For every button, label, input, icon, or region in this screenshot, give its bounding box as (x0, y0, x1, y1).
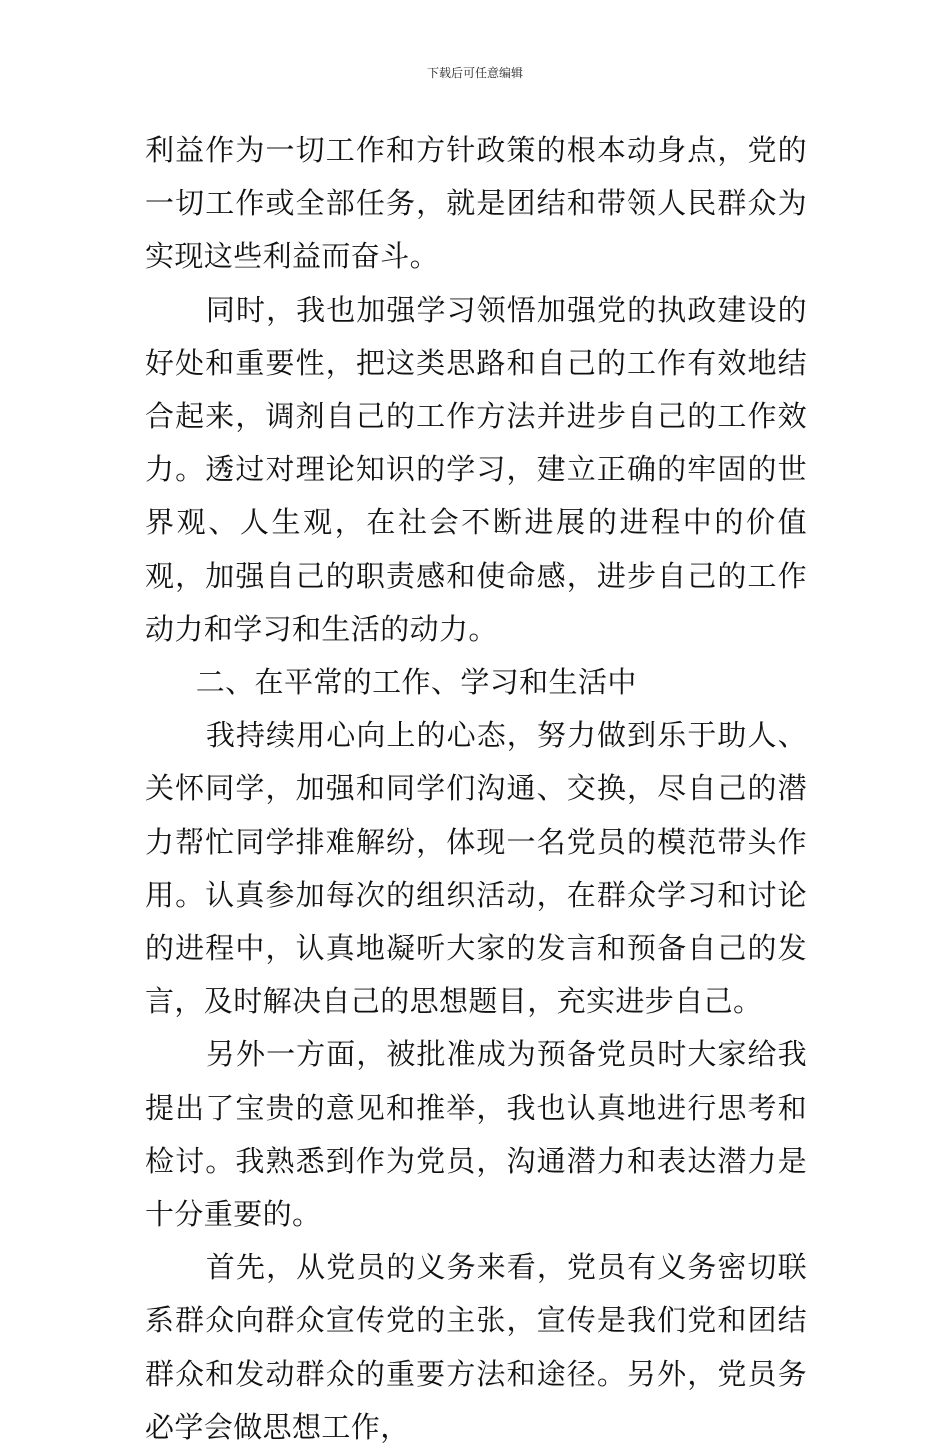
paragraph-continuation: 利益作为一切工作和方针政策的根本动身点，党的一切工作或全部任务，就是团结和带领人民群众为实现这些利益而奋斗。 (145, 133, 807, 274)
document-body (145, 124, 807, 1454)
page-header: 下载后可任意编辑 (426, 66, 523, 80)
paragraph-feedback: 另外一方面，被批准成为预备党员时大家给我提出了宝贵的意见和推举，我也认真地进行思考和检讨。我熟悉到作为党员，沟通潜力和表达潜力是十分重要的。 (145, 1037, 807, 1232)
paragraph-daily-life: 我持续用心向上的心态，努力做到乐于助人、关怀同学，加强和同学们沟通、交换，尽自己的潜力帮忙同学排难解纷，体现一名党员的模范带头作用。认真参加每次的组织活动，在群众学习和讨论的进程中，认真地凝听大家的发言和预备自己的发言，及时解决自己的思想题目，充实进步自己。 (145, 718, 807, 1019)
section-heading: 二、在平常的工作、学习和生活中 (195, 665, 637, 700)
paragraph-party-building: 同时，我也加强学习领悟加强党的执政建设的好处和重要性，把这类思路和自己的工作有效地结合起来，调剂自己的工作方法并进步自己的工作效力。透过对理论知识的学习，建立正确的牢固的世界观、人生观，在社会不断进展的进程中的价值观，加强自己的职责感和使命感，进步自己的工作动力和学习和生活的动力。 (145, 292, 807, 646)
paragraph-member-duties: 首先，从党员的义务来看，党员有义务密切联系群众向群众宣传党的主张，宣传是我们党和团结群众和发动群众的重要方法和途径。另外，党员务必学会做思想工作， (145, 1250, 807, 1444)
